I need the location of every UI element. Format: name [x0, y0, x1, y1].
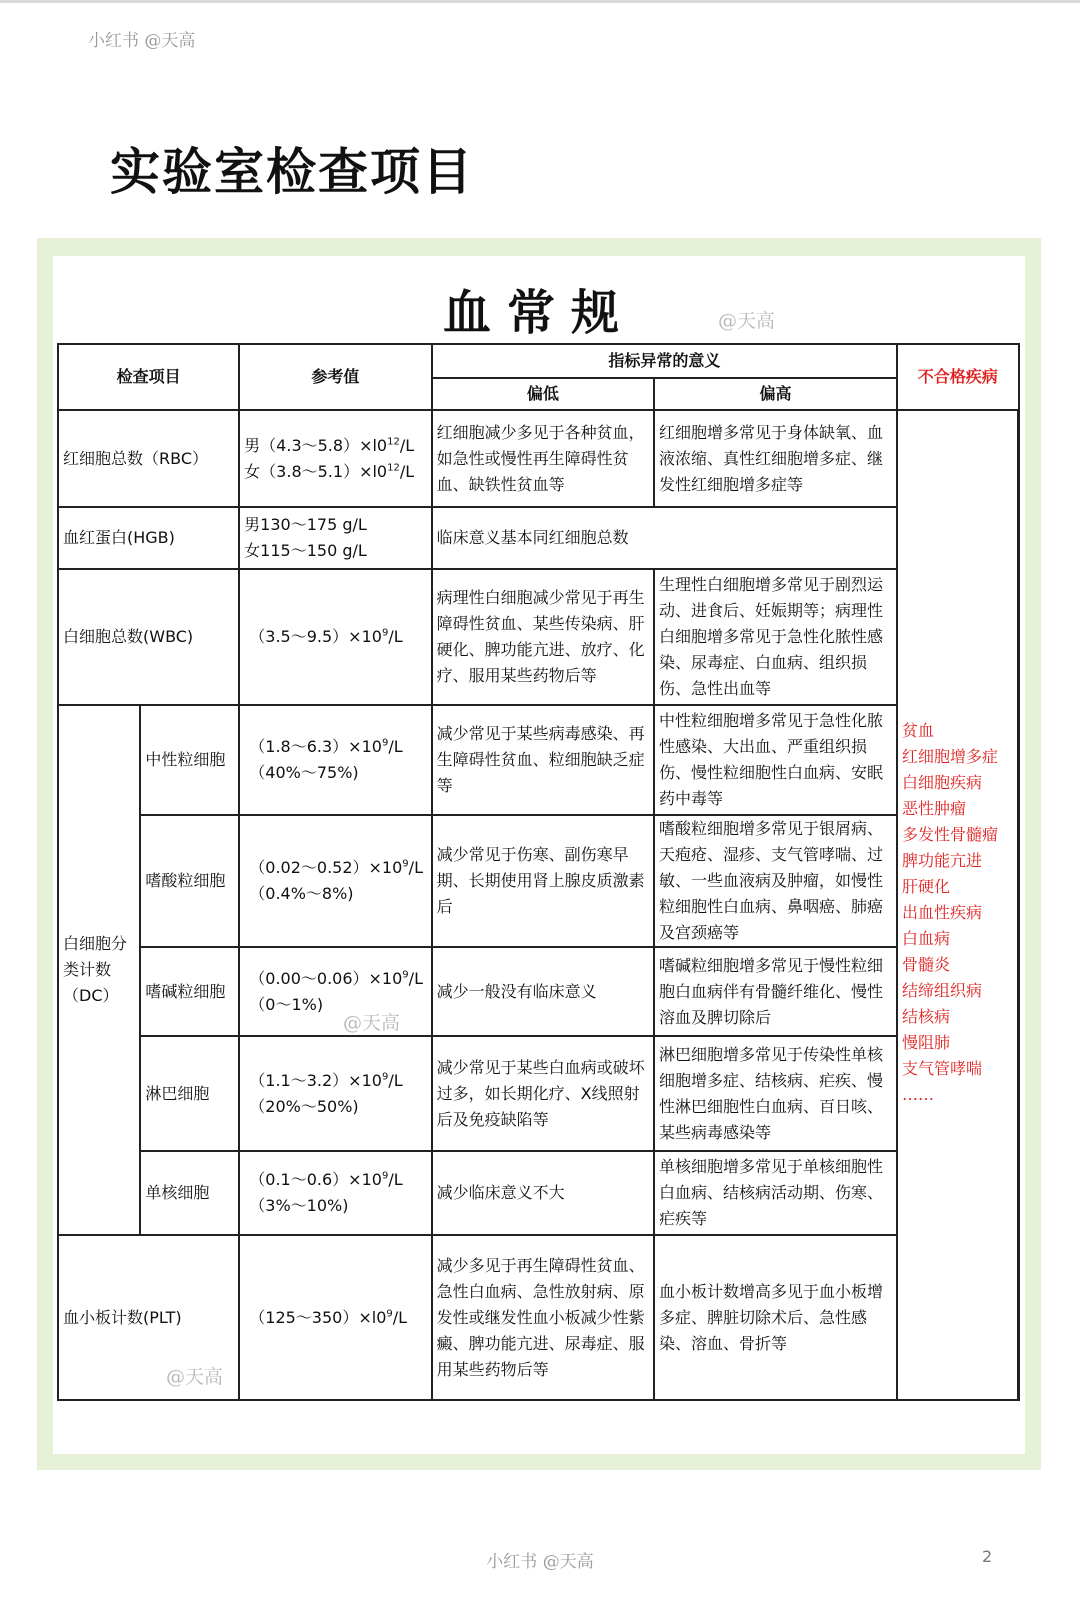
- high-plt: 血小板计数增高多见于血小板增多症、脾脏切除术后、急性感染、溶血、骨折等: [654, 1235, 897, 1400]
- disease-list: [902, 712, 998, 1108]
- header-high: 偏高: [654, 378, 897, 410]
- list-item: 结缔组织病: [901, 981, 982, 1000]
- high-lymphocyte: 淋巴细胞增多常见于传染性单核细胞增多症、结核病、疟疾、慢性淋巴细胞性白血病、百日咳、某些病毒感染等: [654, 1036, 897, 1151]
- table-watermark: @天高: [343, 1012, 401, 1034]
- table-row: [58, 815, 1019, 947]
- header-significance: 指标异常的意义: [432, 344, 897, 378]
- low-basophil: 减少一般没有临床意义: [432, 947, 654, 1036]
- high-wbc: 生理性白细胞增多常见于剧烈运动、进食后、妊娠期等；病理性白细胞增多常见于急性化脓性感染、尿毒症、白血病、组织损伤、急性出血等: [654, 569, 897, 705]
- footer-watermark: 小红书 @天高: [486, 1552, 594, 1572]
- list-item: 贫血: [901, 721, 934, 740]
- high-eosinophil: 嗜酸粒细胞增多常见于银屑病、天疱疮、湿疹、支气管哮喘、过敏、一些血液病及肿瘤，如慢性粒细胞性白血病、鼻咽癌、肺癌及宫颈癌等: [654, 815, 897, 947]
- low-neutrophil: 减少常见于某些病毒感染、再生障碍性贫血、粒细胞缺乏症等: [432, 705, 654, 815]
- list-item: 白细胞疾病: [901, 773, 982, 792]
- low-monocyte: 减少临床意义不大: [432, 1151, 654, 1235]
- item-eosinophil: 嗜酸粒细胞: [140, 815, 239, 947]
- ref-plt: $(125\sim 350)\times l0^9/L$: [239, 1235, 432, 1400]
- ref-eosinophil: $(0.02\sim 0.52)\times 10^9/L$ （0.4%～8%): [239, 815, 432, 947]
- ref-lymphocyte: $(1.1\sim 3.2)\times 10^9/L$ （20%～50%): [239, 1036, 432, 1151]
- cbc-table: [57, 343, 1020, 1401]
- card-title: 血常规: [442, 285, 635, 341]
- list-item: 红细胞增多症: [901, 747, 998, 766]
- item-monocyte: 单核细胞: [140, 1151, 239, 1235]
- high-rbc: 红细胞增多常见于身体缺氧、血液浓缩、真性红细胞增多症、继发性红细胞增多症等: [654, 410, 897, 507]
- list-item: 多发性骨髓瘤: [901, 825, 998, 844]
- list-item: 脾功能亢进: [901, 851, 982, 870]
- ref-hgb: 男130～175 g/L 女115～150 g/L: [239, 507, 432, 569]
- ref-basophil: $(0.00\sim 0.06)\times 10^9/L$ （0～1%): [239, 947, 432, 1036]
- table-row: [58, 947, 1019, 1036]
- item-dc-group: 白细胞分类计数（DC）: [58, 705, 140, 1235]
- table-row: [58, 507, 1019, 569]
- page-title: 实验室检查项目: [110, 143, 474, 201]
- table-row: [58, 569, 1019, 705]
- table-row: [58, 410, 1019, 507]
- item-neutrophil: 中性粒细胞: [140, 705, 239, 815]
- table-row: [58, 705, 1019, 815]
- card-watermark: @天高: [718, 310, 776, 332]
- header-item: 检查项目: [58, 344, 239, 410]
- table-watermark: @天高: [166, 1366, 224, 1388]
- low-rbc: 红细胞减少多见于各种贫血，如急性或慢性再生障碍性贫血、缺铁性贫血等: [432, 410, 654, 507]
- high-neutrophil: 中性粒细胞增多常见于急性化脓性感染、大出血、严重组织损伤、慢性粒细胞性白血病、安眠药中毒等: [654, 705, 897, 815]
- item-lymphocyte: 淋巴细胞: [140, 1036, 239, 1151]
- header-reference: 参考值: [239, 344, 432, 410]
- ref-wbc: $(3.5\sim 9.5)\times 10^9/L$: [239, 569, 432, 705]
- item-plt: 血小板计数(PLT): [58, 1235, 239, 1400]
- table-row: [58, 1036, 1019, 1151]
- low-lymphocyte: 减少常见于某些白血病或破坏过多，如长期化疗、X线照射后及免疫缺陷等: [432, 1036, 654, 1151]
- top-divider: [0, 0, 1080, 3]
- list-item: 白血病: [901, 929, 950, 948]
- list-item: 结核病: [901, 1007, 950, 1026]
- ref-monocyte: $(0.1\sim 0.6)\times 10^9/L$ （3%～10%): [239, 1151, 432, 1235]
- item-basophil: 嗜碱粒细胞: [140, 947, 239, 1036]
- high-basophil: 嗜碱粒细胞增多常见于慢性粒细胞白血病伴有骨髓纤维化、慢性溶血及脾切除后: [654, 947, 897, 1036]
- significance-hgb: 临床意义基本同红细胞总数: [432, 507, 897, 569]
- header-low: 偏低: [432, 378, 654, 410]
- header-watermark: 小红书 @天高: [88, 31, 196, 51]
- list-item: 恶性肿瘤: [901, 799, 966, 818]
- item-rbc: 红细胞总数（RBC）: [58, 410, 239, 507]
- table-row: [58, 1151, 1019, 1235]
- ref-neutrophil: $(1.8\sim 6.3)\times 10^9/L$ （40%～75%): [239, 705, 432, 815]
- low-wbc: 病理性白细胞减少常见于再生障碍性贫血、某些传染病、肝硬化、脾功能亢进、放疗、化疗、服用某些药物后等: [432, 569, 654, 705]
- ref-rbc: 男$(4.3\sim 5.8)\times l0^{12}/L$ 女$(3.8\sim 5.1)\times l0^{12}/L$: [239, 410, 432, 507]
- item-hgb: 血红蛋白(HGB): [58, 507, 239, 569]
- list-item: ……: [901, 1085, 934, 1104]
- list-item: 出血性疾病: [901, 903, 982, 922]
- low-plt: 减少多见于再生障碍性贫血、急性白血病、急性放射病、原发性或继发性血小板减少性紫癜、脾功能亢进、尿毒症、服用某些药物后等: [432, 1235, 654, 1400]
- list-item: 支气管哮喘: [901, 1059, 982, 1078]
- page-number: 2: [982, 1547, 993, 1566]
- low-eosinophil: 减少常见于伤寒、副伤寒早期、长期使用肾上腺皮质激素后: [432, 815, 654, 947]
- high-monocyte: 单核细胞增多常见于单核细胞性白血病、结核病活动期、伤寒、疟疾等: [654, 1151, 897, 1235]
- disease-column: [897, 410, 1019, 1400]
- header-disease: 不合格疾病: [897, 344, 1019, 410]
- list-item: 慢阻肺: [901, 1033, 950, 1052]
- list-item: 骨髓炎: [901, 955, 950, 974]
- list-item: 肝硬化: [901, 877, 950, 896]
- item-wbc: 白细胞总数(WBC): [58, 569, 239, 705]
